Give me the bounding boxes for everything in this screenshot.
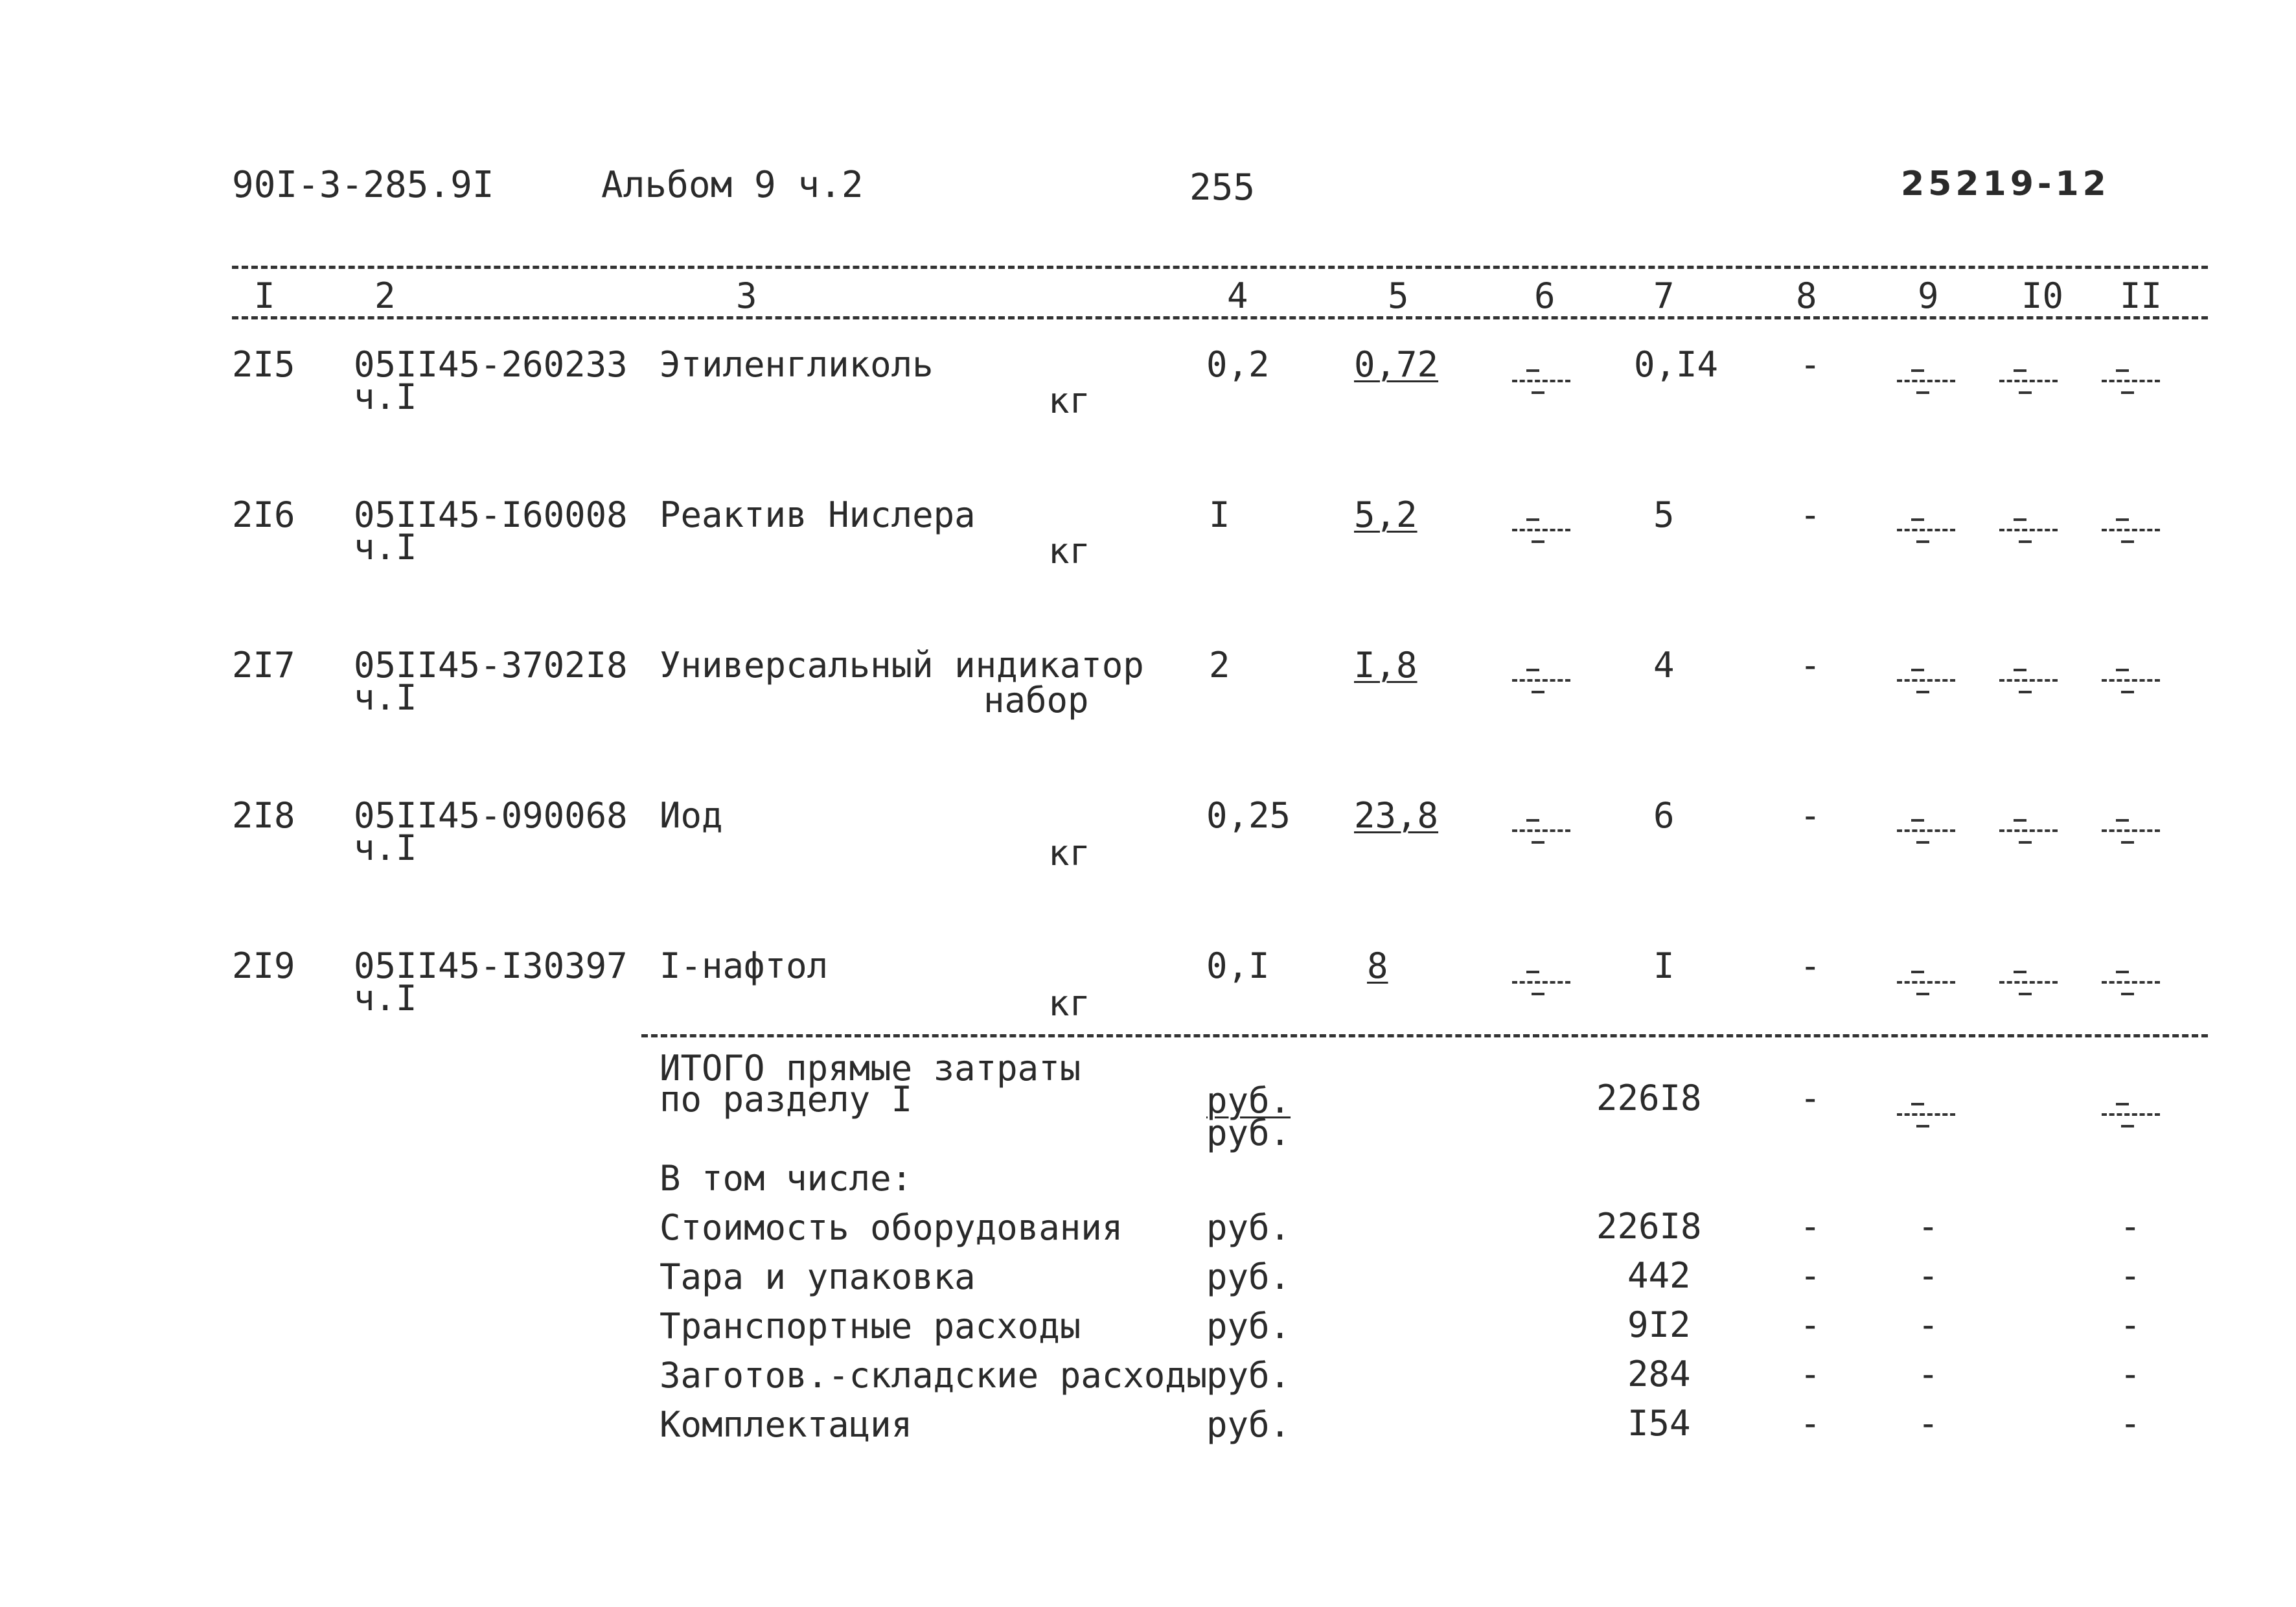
- row-col8: -: [1800, 645, 1821, 686]
- row-total: 5: [1653, 494, 1675, 535]
- ditto-mark-col9: [1897, 962, 1955, 1000]
- ditto-mark-col11: [2102, 360, 2160, 399]
- column-header-6: 6: [1534, 275, 1556, 316]
- row-col8: -: [1800, 344, 1821, 385]
- row-price: 5,2: [1354, 494, 1418, 535]
- document-code: 90I-3-285.9I: [232, 164, 494, 206]
- row-part: ч.I: [354, 527, 417, 568]
- column-header-9: 9: [1918, 275, 1939, 316]
- breakdown-name: Транспортные расходы: [660, 1306, 1081, 1347]
- row-code: 05II45-3702I8: [354, 645, 628, 686]
- breakdown-col11: -: [2120, 1206, 2141, 1247]
- breakdown-value: 9I2: [1627, 1304, 1691, 1345]
- breakdown-unit: руб.: [1206, 1306, 1291, 1347]
- breakdown-unit: руб.: [1206, 1207, 1291, 1248]
- breakdown-col11: -: [2120, 1403, 2141, 1444]
- breakdown-unit: руб.: [1206, 1355, 1291, 1396]
- ditto-mark-col9: [1897, 1094, 1955, 1133]
- breakdown-col8: -: [1800, 1304, 1821, 1345]
- ditto-mark-col6: [1512, 962, 1570, 1000]
- breakdown-value: I54: [1627, 1403, 1691, 1444]
- row-total: 0,I4: [1634, 344, 1719, 385]
- breakdown-name: Тара и упаковка: [660, 1256, 976, 1297]
- ditto-mark-col9: [1897, 360, 1955, 399]
- breakdown-col9: -: [1918, 1255, 1939, 1296]
- breakdown-name: Заготов.-складские расходы: [660, 1355, 1208, 1396]
- row-name: Иод: [660, 795, 723, 836]
- row-code: 05II45-I60008: [354, 494, 628, 535]
- totals-label-line1: ИТОГО прямые затраты: [660, 1048, 1081, 1089]
- page-number: 255: [1189, 167, 1256, 209]
- stamp-number: 25219-12: [1901, 165, 2110, 203]
- row-number: 2I6: [232, 494, 295, 535]
- row-number: 2I5: [232, 344, 295, 385]
- row-name: Этиленгликоль: [660, 344, 934, 385]
- totals-label-line2: по разделу I: [660, 1079, 913, 1120]
- ditto-mark-col6: [1512, 360, 1570, 399]
- breakdown-col8: -: [1800, 1255, 1821, 1296]
- breakdown-col8: -: [1800, 1206, 1821, 1247]
- ditto-mark-col6: [1512, 509, 1570, 548]
- ditto-mark-col9: [1897, 660, 1955, 699]
- header-top-rule: [232, 266, 2208, 269]
- row-number: 2I9: [232, 945, 295, 986]
- row-part: ч.I: [354, 677, 417, 718]
- column-header-2: 2: [374, 275, 396, 316]
- column-header-1: I: [254, 275, 275, 316]
- row-col8: -: [1800, 945, 1821, 986]
- breakdown-value: 442: [1627, 1255, 1691, 1296]
- ditto-mark-col9: [1897, 509, 1955, 548]
- column-header-3: 3: [736, 275, 757, 316]
- column-header-7: 7: [1653, 275, 1675, 316]
- column-header-8: 8: [1796, 275, 1817, 316]
- row-quantity: 0,25: [1206, 795, 1291, 836]
- ditto-mark-col6: [1512, 810, 1570, 849]
- row-name: Реактив Нислера: [660, 494, 976, 535]
- breakdown-col9: -: [1918, 1354, 1939, 1394]
- ditto-mark-col11: [2102, 1094, 2160, 1133]
- row-unit: кг: [1048, 833, 1091, 873]
- row-unit: набор: [983, 680, 1089, 721]
- row-price: 8: [1367, 945, 1388, 986]
- row-unit: кг: [1048, 531, 1091, 572]
- row-number: 2I8: [232, 795, 295, 836]
- breakdown-col9: -: [1918, 1403, 1939, 1444]
- row-part: ч.I: [354, 376, 417, 417]
- header-bottom-rule: [232, 316, 2208, 319]
- ditto-mark-col9: [1897, 810, 1955, 849]
- breakdown-col9: -: [1918, 1304, 1939, 1345]
- breakdown-name: Комплектация: [660, 1404, 913, 1445]
- row-part: ч.I: [354, 827, 417, 868]
- breakdown-col11: -: [2120, 1304, 2141, 1345]
- ditto-mark-col10: [1999, 962, 2058, 1000]
- ditto-mark-col11: [2102, 962, 2160, 1000]
- breakdown-col8: -: [1800, 1354, 1821, 1394]
- row-quantity: 0,2: [1206, 344, 1270, 385]
- row-price: 23,8: [1354, 795, 1439, 836]
- row-quantity: I: [1209, 494, 1230, 535]
- row-code: 05II45-090068: [354, 795, 628, 836]
- row-total: I: [1653, 945, 1675, 986]
- row-name: I-нафтол: [660, 945, 829, 986]
- ditto-mark-col10: [1999, 660, 2058, 699]
- row-total: 6: [1653, 795, 1675, 836]
- row-quantity: 2: [1209, 645, 1230, 686]
- ditto-mark-col6: [1512, 660, 1570, 699]
- breakdown-unit: руб.: [1206, 1256, 1291, 1297]
- breakdown-name: Стоимость оборудования: [660, 1207, 1123, 1248]
- ditto-mark-col10: [1999, 509, 2058, 548]
- ditto-mark-col10: [1999, 360, 2058, 399]
- breakdown-unit: руб.: [1206, 1404, 1291, 1445]
- breakdown-col8: -: [1800, 1403, 1821, 1444]
- totals-separator-rule: [641, 1034, 2208, 1037]
- column-header-4: 4: [1227, 275, 1248, 316]
- row-number: 2I7: [232, 645, 295, 686]
- breakdown-col11: -: [2120, 1255, 2141, 1296]
- row-col8: -: [1800, 795, 1821, 836]
- row-price: 0,72: [1354, 344, 1439, 385]
- ditto-mark-col11: [2102, 509, 2160, 548]
- column-header-11: II: [2120, 275, 2163, 316]
- ditto-mark-col11: [2102, 660, 2160, 699]
- row-col8: -: [1800, 494, 1821, 535]
- totals-col8: -: [1800, 1078, 1821, 1118]
- totals-unit-line2: руб.: [1206, 1113, 1291, 1153]
- breakdown-value: 226I8: [1596, 1206, 1702, 1247]
- row-code: 05II45-I30397: [354, 945, 628, 986]
- breakdown-col11: -: [2120, 1354, 2141, 1394]
- including-label: В том числе:: [660, 1158, 913, 1199]
- row-unit: кг: [1048, 380, 1091, 421]
- breakdown-col9: -: [1918, 1206, 1939, 1247]
- row-quantity: 0,I: [1206, 945, 1270, 986]
- row-price: I,8: [1354, 645, 1418, 686]
- row-name: Универсальный индикатор: [660, 645, 1144, 686]
- breakdown-value: 284: [1627, 1354, 1691, 1394]
- row-part: ч.I: [354, 978, 417, 1019]
- totals-unit-line1: руб.: [1206, 1080, 1291, 1121]
- ditto-mark-col11: [2102, 810, 2160, 849]
- totals-value: 226I8: [1596, 1078, 1702, 1118]
- row-unit: кг: [1048, 983, 1091, 1024]
- ditto-mark-col10: [1999, 810, 2058, 849]
- row-total: 4: [1653, 645, 1675, 686]
- row-code: 05II45-260233: [354, 344, 628, 385]
- column-header-5: 5: [1388, 275, 1409, 316]
- column-header-10: I0: [2021, 275, 2064, 316]
- album-label: Альбом 9 ч.2: [601, 164, 864, 206]
